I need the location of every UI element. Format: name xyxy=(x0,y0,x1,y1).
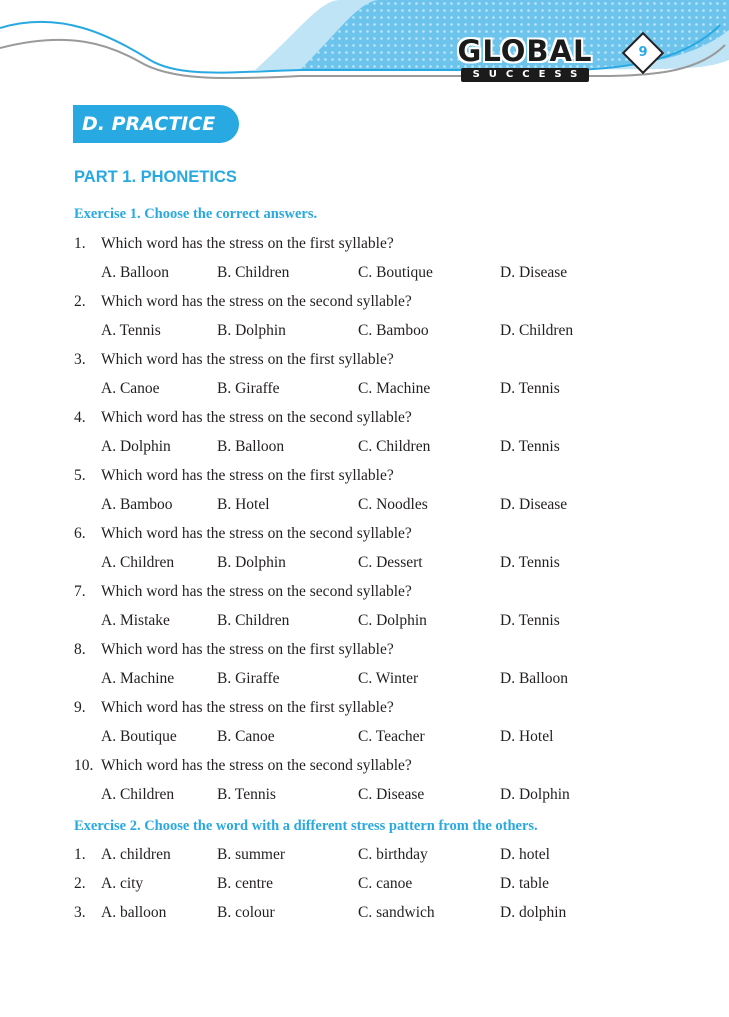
option-d[interactable]: D. Dolphin xyxy=(500,786,570,803)
option-d[interactable]: D. Hotel xyxy=(500,728,554,745)
option-d[interactable]: D. Tennis xyxy=(500,554,560,571)
option-c[interactable]: C. Bamboo xyxy=(358,322,429,339)
option-b[interactable]: B. Hotel xyxy=(217,496,270,513)
option-a[interactable]: A. Machine xyxy=(101,670,175,687)
question-text: Which word has the stress on the first syllable? xyxy=(101,235,394,252)
option-b[interactable]: B. Giraffe xyxy=(217,380,280,397)
option-a[interactable]: A. Children xyxy=(101,786,175,803)
option-d[interactable]: D. Tennis xyxy=(500,380,560,397)
option-b[interactable]: B. Children xyxy=(217,612,290,629)
option-c[interactable]: C. Disease xyxy=(358,786,425,803)
question-text: Which word has the stress on the second syllable? xyxy=(101,409,412,426)
option-a[interactable]: A. Bamboo xyxy=(101,496,173,513)
option-d[interactable]: D. Children xyxy=(500,322,574,339)
question-number: 5. xyxy=(74,467,86,484)
question-number: 3. xyxy=(74,351,86,368)
option-b[interactable]: B. Dolphin xyxy=(217,554,286,571)
option-b[interactable]: B. Canoe xyxy=(217,728,275,745)
option-a[interactable]: A. Dolphin xyxy=(101,438,171,455)
question-number: 1. xyxy=(74,846,86,863)
section-title: D. PRACTICE xyxy=(82,113,216,135)
option-c[interactable]: C. canoe xyxy=(358,875,413,892)
question-text: Which word has the stress on the second syllable? xyxy=(101,525,412,542)
option-a[interactable]: A. Mistake xyxy=(101,612,170,629)
option-d[interactable]: D. Disease xyxy=(500,264,568,281)
option-c[interactable]: C. Boutique xyxy=(358,264,433,281)
question-number: 3. xyxy=(74,904,86,921)
option-b[interactable]: B. Giraffe xyxy=(217,670,280,687)
question-number: 7. xyxy=(74,583,86,600)
part-title: PART 1. PHONETICS xyxy=(74,168,237,186)
option-b[interactable]: B. Balloon xyxy=(217,438,285,455)
option-c[interactable]: C. Noodles xyxy=(358,496,428,513)
option-c[interactable]: C. Winter xyxy=(358,670,419,687)
question-text: Which word has the stress on the second syllable? xyxy=(101,293,412,310)
question-text: Which word has the stress on the first syllable? xyxy=(101,699,394,716)
option-b[interactable]: B. Children xyxy=(217,264,290,281)
question-number: 8. xyxy=(74,641,86,658)
question-number: 4. xyxy=(74,409,86,426)
option-d[interactable]: D. Tennis xyxy=(500,612,560,629)
logo-sub-text: SUCCESS xyxy=(461,68,589,82)
question-text: Which word has the stress on the second syllable? xyxy=(101,757,412,774)
option-b[interactable]: B. Tennis xyxy=(217,786,276,803)
option-c[interactable]: C. birthday xyxy=(358,846,428,863)
option-a[interactable]: A. Boutique xyxy=(101,728,177,745)
question-text: Which word has the stress on the first syllable? xyxy=(101,351,394,368)
option-b[interactable]: B. summer xyxy=(217,846,286,863)
option-d[interactable]: D. Tennis xyxy=(500,438,560,455)
option-d[interactable]: D. table xyxy=(500,875,550,892)
option-c[interactable]: C. Teacher xyxy=(358,728,425,745)
option-b[interactable]: B. Dolphin xyxy=(217,322,286,339)
option-d[interactable]: D. Balloon xyxy=(500,670,569,687)
option-d[interactable]: D. dolphin xyxy=(500,904,567,921)
question-text: Which word has the stress on the first syllable? xyxy=(101,467,394,484)
option-a[interactable]: A. balloon xyxy=(101,904,167,921)
question-text: Which word has the stress on the second syllable? xyxy=(101,583,412,600)
option-c[interactable]: C. Dolphin xyxy=(358,612,427,629)
exercise-2-title: Exercise 2. Choose the word with a different stress pattern from the others. xyxy=(74,818,538,834)
option-a[interactable]: A. Balloon xyxy=(101,264,170,281)
logo-main-text: GLOBAL xyxy=(457,34,593,68)
option-a[interactable]: A. children xyxy=(101,846,171,863)
question-number: 10. xyxy=(74,757,94,774)
option-a[interactable]: A. Tennis xyxy=(101,322,161,339)
option-c[interactable]: C. Machine xyxy=(358,380,431,397)
question-text: Which word has the stress on the first syllable? xyxy=(101,641,394,658)
question-number: 1. xyxy=(74,235,86,252)
question-number: 2. xyxy=(74,293,86,310)
option-a[interactable]: A. city xyxy=(101,875,144,892)
question-number: 2. xyxy=(74,875,86,892)
option-d[interactable]: D. Disease xyxy=(500,496,568,513)
option-b[interactable]: B. centre xyxy=(217,875,273,892)
option-a[interactable]: A. Canoe xyxy=(101,380,160,397)
exercise-1-title: Exercise 1. Choose the correct answers. xyxy=(74,206,318,222)
option-b[interactable]: B. colour xyxy=(217,904,275,921)
option-c[interactable]: C. Dessert xyxy=(358,554,423,571)
option-d[interactable]: D. hotel xyxy=(500,846,550,863)
option-c[interactable]: C. Children xyxy=(358,438,431,455)
question-number: 6. xyxy=(74,525,86,542)
option-c[interactable]: C. sandwich xyxy=(358,904,435,921)
global-success-logo xyxy=(455,30,595,88)
question-number: 9. xyxy=(74,699,86,716)
header-decoration xyxy=(0,0,729,100)
option-a[interactable]: A. Children xyxy=(101,554,175,571)
page-number: 9 xyxy=(638,45,648,60)
